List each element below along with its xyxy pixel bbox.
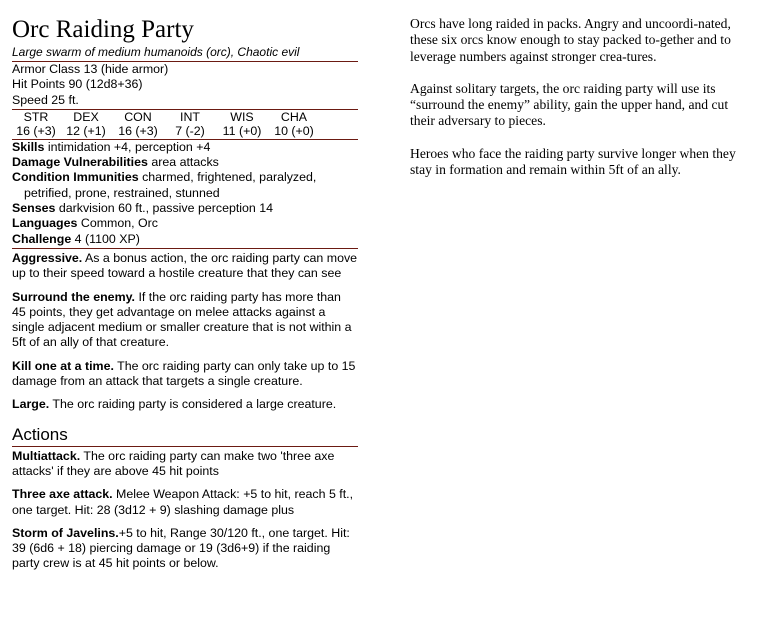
action-name: Three axe attack.	[12, 487, 113, 502]
action-name: Storm of Javelins.	[12, 525, 119, 540]
ability-dex	[60, 110, 112, 138]
ability-name: DEX	[73, 109, 99, 124]
ability-cha	[268, 110, 320, 138]
trait-text: The orc raiding party can only take up to 15 damage from an attack that targets a single creature.	[12, 358, 356, 389]
ability-str	[12, 110, 60, 138]
skills-label: Skills	[12, 139, 45, 154]
ability-wis	[216, 110, 268, 138]
divider	[12, 248, 358, 249]
condition-immunities-continued: petrified, prone, restrained, stunned	[24, 185, 220, 200]
ability-name: CHA	[280, 109, 308, 124]
description-paragraph: Heroes who face the raiding party survive longer when they stay in formation and remain within 5ft of an ally.	[410, 145, 736, 178]
condition-immunities-label: Condition Immunities	[12, 170, 139, 185]
languages-text: Common, Orc	[77, 216, 158, 231]
ability-value: 12 (+1)	[66, 123, 106, 138]
actions-heading: Actions	[12, 424, 68, 444]
senses-label: Senses	[12, 201, 56, 216]
action-text: +5 to hit, Range 30/120 ft., one target. Hit: 39 (6d6 + 18) piercing damage or 19 (3d6+9) if the raiding party crew is at 45 hit points or below.	[12, 525, 350, 571]
action-three-axe-attack	[12, 487, 358, 518]
trait-text: As a bonus action, the orc raiding party can move up to their speed toward a hostile creature that they can see	[12, 250, 358, 281]
skills-text: intimidation +4, perception +4	[44, 139, 211, 154]
trait-name: Aggressive.	[12, 250, 83, 265]
trait-text: The orc raiding party is considered a large creature.	[49, 397, 337, 412]
vulnerabilities-label: Damage Vulnerabilities	[12, 155, 148, 170]
trait-text: If the orc raiding party has more than 45 points, they get advantage on melee attacks against a single adjacent medium or smaller creature that is not within a 5ft of an ally of that creature.	[12, 289, 352, 350]
ability-scores	[12, 110, 358, 138]
trait-kill-one-at-a-time	[12, 359, 358, 390]
trait-name: Kill one at a time.	[12, 358, 114, 373]
challenge	[12, 232, 358, 247]
action-text: Melee Weapon Attack: +5 to hit, reach 5 ft., one target. Hit: 28 (3d12 + 9) slashing damage plus	[12, 487, 354, 517]
ability-value: 11 (+0)	[222, 123, 262, 138]
description-paragraph: Orcs have long raided in packs. Angry and uncoordi-nated, these six orcs know enough to stay packed to-gether and to leverage numbers against stronger crea-tures.	[410, 16, 731, 64]
trait-large	[12, 397, 358, 412]
action-text: The orc raiding party can make two 'three axe attacks' if they are above 45 hit points	[12, 448, 335, 478]
ability-value: 16 (+3)	[118, 123, 158, 138]
speed: Speed 25 ft.	[12, 92, 79, 107]
action-name: Multiattack.	[12, 448, 81, 463]
ability-name: WIS	[230, 109, 254, 124]
action-multiattack	[12, 449, 358, 480]
creature-subtitle: Large swarm of medium humanoids (orc), Chaotic evil	[12, 45, 300, 59]
action-storm-of-javelins	[12, 526, 358, 572]
creature-name: Orc Raiding Party	[12, 16, 194, 43]
senses-text: darkvision 60 ft., passive perception 14	[55, 201, 274, 216]
trait-name: Large.	[12, 397, 50, 412]
ability-name: CON	[124, 109, 152, 124]
challenge-label: Challenge	[12, 231, 72, 246]
ability-value: 7 (-2)	[175, 123, 205, 138]
ability-con	[112, 110, 164, 138]
divider	[12, 446, 358, 447]
senses	[12, 201, 358, 216]
hit-points: Hit Points 90 (12d8+36)	[12, 77, 143, 92]
damage-vulnerabilities	[12, 155, 358, 170]
description-paragraph: Against solitary targets, the orc raiding party will use its “surround the enemy” ability, gain the upper hand, and cut their adversary to pieces.	[410, 80, 729, 129]
trait-name: Surround the enemy.	[12, 289, 136, 304]
vulnerabilities-text: area attacks	[147, 155, 219, 170]
challenge-text: 4 (1100 XP)	[71, 231, 140, 246]
languages-label: Languages	[12, 216, 78, 231]
trait-aggressive	[12, 251, 358, 282]
armor-class: Armor Class 13 (hide armor)	[12, 62, 169, 76]
ability-int	[164, 110, 216, 138]
ability-name: INT	[180, 109, 200, 124]
ability-name: STR	[23, 109, 49, 124]
languages	[12, 216, 358, 231]
stat-block	[12, 16, 358, 580]
condition-immunities-text: charmed, frightened, paralyzed,	[138, 170, 317, 185]
ability-value: 16 (+3)	[16, 123, 56, 138]
ability-value: 10 (+0)	[274, 123, 314, 138]
condition-immunities	[12, 170, 358, 185]
skills	[12, 140, 358, 155]
description-column	[410, 16, 755, 194]
trait-surround-the-enemy	[12, 290, 358, 351]
